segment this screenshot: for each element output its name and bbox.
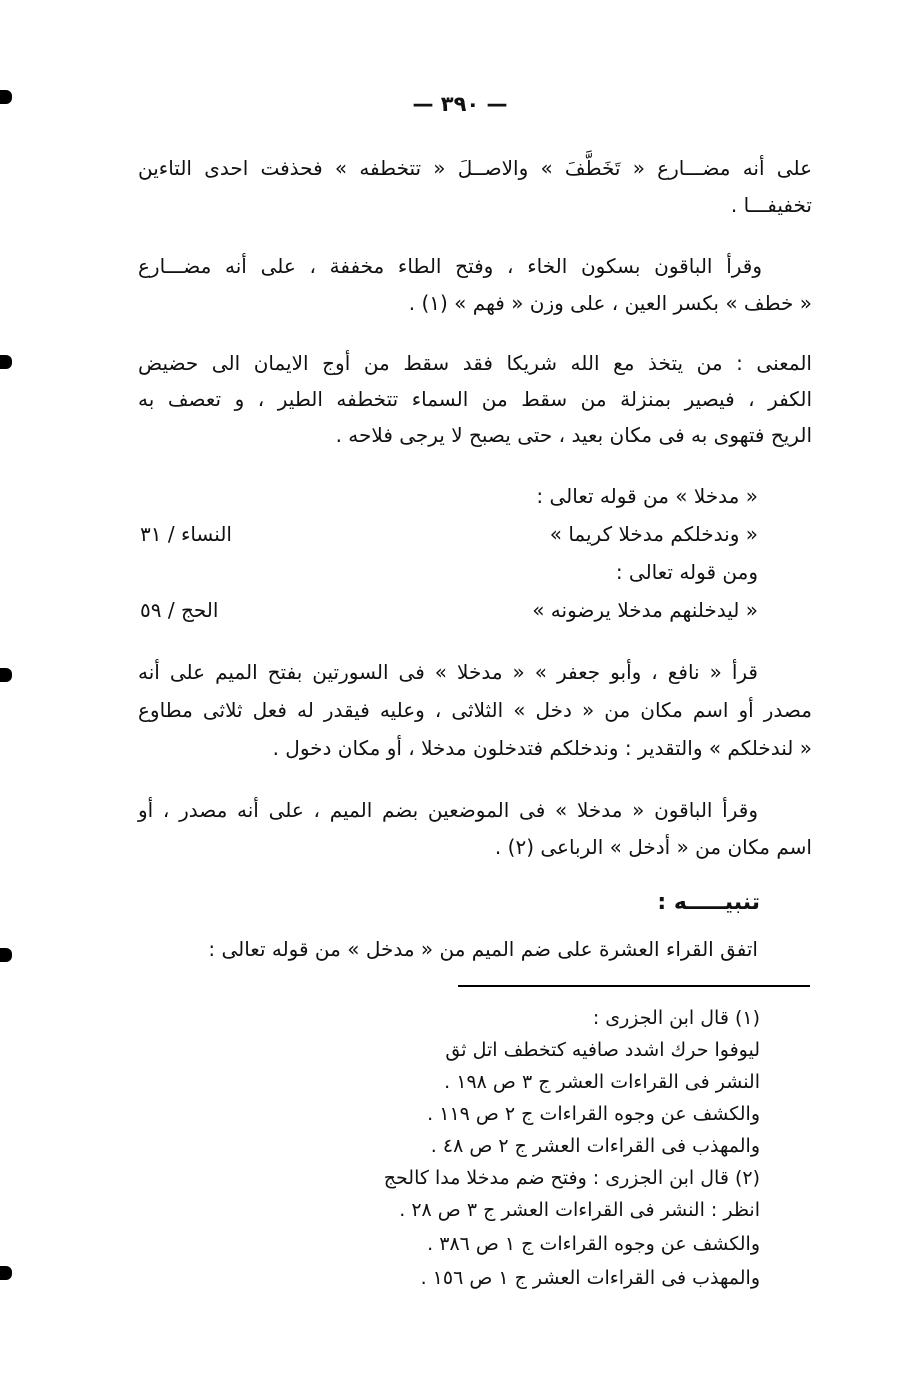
section-heading: تنبيـــــه : (657, 890, 760, 915)
footnote-line: والكشف عن وجوه القراءات ج ٢ ص ١١٩ . (427, 1103, 760, 1125)
paragraph-line: اسم مكان من « أدخل » الرباعى (٢) . (494, 835, 812, 859)
footnote-line: (٢) قال ابن الجزرى : وفتح ضم مدخلا مدا كالحج (383, 1167, 760, 1189)
punch-hole-mark (0, 90, 12, 104)
punch-hole-mark (0, 948, 12, 962)
paragraph-line: مصدر أو اسم مكان من « دخل » الثلاثى ، وعليه فيقدر له فعل ثلاثى مطاوع (138, 698, 812, 722)
verse-quote: « ليدخلنهم مدخلا يرضونه » (532, 598, 758, 622)
citation-line: « مدخلا » من قوله تعالى : (536, 484, 758, 508)
verse-quote: « وندخلكم مدخلا كريما » (549, 522, 758, 546)
paragraph-line: على أنه مضـــارع « تَخَطَّفَ » والاصــلَ « تتخطفه » فحذفت احدى التاءين (138, 156, 812, 180)
paragraph-line: « خطف » بكسر العين ، على وزن « فهم » (١) . (408, 291, 812, 315)
punch-hole-mark (0, 668, 12, 682)
paragraph-line: « لندخلكم » والتقدير : وندخلكم فتدخلون مدخلا ، أو مكان دخول . (272, 736, 812, 760)
paragraph-line: المعنى : من يتخذ مع الله شريكا فقد سقط من أوج الايمان الى حضيض (138, 351, 812, 375)
citation-line: ومن قوله تعالى : (615, 560, 758, 584)
footnote-line: انظر : النشر فى القراءات العشر ج ٣ ص ٢٨ . (399, 1199, 760, 1221)
verse-reference: الحج / ٥٩ (140, 598, 219, 622)
paragraph-line: وقرأ الباقون بسكون الخاء ، وفتح الطاء مخففة ، على أنه مضـــارع (138, 254, 762, 278)
footnote-line: والكشف عن وجوه القراءات ج ١ ص ٣٨٦ . (427, 1233, 760, 1255)
verse-reference: النساء / ٣١ (140, 522, 232, 546)
punch-hole-mark (0, 355, 12, 369)
punch-hole-mark (0, 1266, 12, 1280)
page-number: — ٣٩٠ — (412, 92, 508, 116)
footnote-line: والمهذب فى القراءات العشر ج ٢ ص ٤٨ . (430, 1135, 760, 1157)
footnote-line: والمهذب فى القراءات العشر ج ١ ص ١٥٦ . (420, 1267, 760, 1289)
paragraph-line: وقرأ الباقون « مدخلا » فى الموضعين بضم الميم ، على أنه مصدر ، أو (138, 798, 758, 822)
footnote-line: (١) قال ابن الجزرى : (592, 1007, 760, 1029)
paragraph-line: تخفيفـــا . (730, 193, 812, 217)
paragraph-line: الكفر ، فيصير بمنزلة من سقط من السماء تتخطفه الطير ، و تعصف به (138, 387, 812, 411)
footnote-line: النشر فى القراءات العشر ج ٣ ص ١٩٨ . (444, 1071, 760, 1093)
paragraph-line: الريح فتهوى به فى مكان بعيد ، حتى يصبح لا يرجى فلاحه . (335, 423, 812, 447)
footnote-separator (458, 985, 810, 987)
paragraph-line: اتفق القراء العشرة على ضم الميم من « مدخل » من قوله تعالى : (208, 937, 758, 961)
footnote-line: ليوفوا حرك اشدد صافيه كتخطف اتل ثق (445, 1039, 760, 1061)
paragraph-line: قرأ « نافع ، وأبو جعفر » « مدخلا » فى السورتين بفتح الميم على أنه (138, 660, 758, 684)
